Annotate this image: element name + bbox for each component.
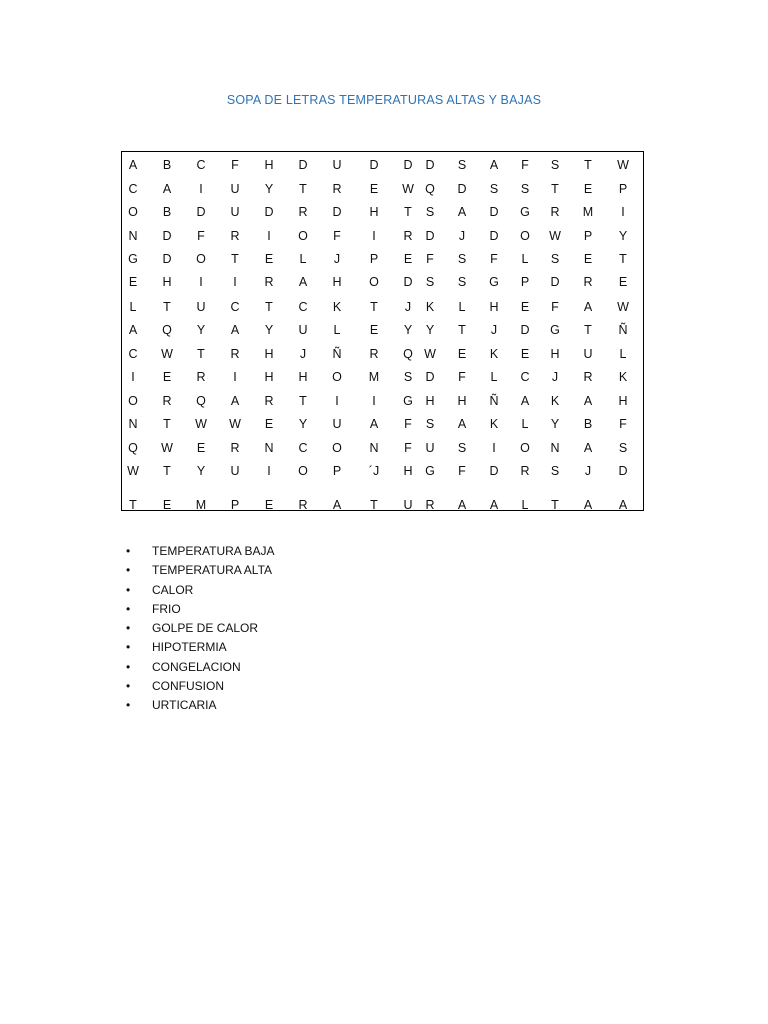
word-text: CONFUSION — [152, 678, 224, 693]
grid-letter: H — [403, 464, 413, 478]
grid-letter: E — [520, 300, 530, 314]
word-search-grid — [121, 151, 644, 511]
grid-letter: Y — [264, 182, 274, 196]
grid-letter: I — [199, 275, 203, 289]
grid-letter: H — [298, 370, 308, 384]
grid-letter: I — [267, 229, 271, 243]
grid-letter: A — [162, 182, 172, 196]
grid-letter: C — [298, 300, 308, 314]
grid-letter: S — [457, 275, 467, 289]
grid-letter: J — [299, 347, 307, 361]
grid-letter: T — [370, 300, 378, 314]
grid-letter: I — [372, 229, 376, 243]
grid-letter: W — [229, 417, 241, 431]
grid-letter: S — [457, 158, 467, 172]
grid-letter: O — [298, 229, 308, 243]
grid-letter: A — [457, 205, 467, 219]
grid-letter: H — [489, 300, 499, 314]
grid-letter: I — [233, 275, 237, 289]
grid-letter: O — [298, 464, 308, 478]
grid-letter: R — [264, 394, 274, 408]
grid-letter: R — [550, 205, 560, 219]
grid-letter: H — [264, 347, 274, 361]
grid-letter: H — [618, 394, 628, 408]
word-list-item — [126, 638, 274, 657]
grid-letter: T — [551, 498, 559, 512]
grid-letter: A — [128, 323, 138, 337]
grid-letter: W — [549, 229, 561, 243]
grid-letter: K — [425, 300, 435, 314]
grid-letter: W — [617, 158, 629, 172]
grid-letter: Y — [264, 323, 274, 337]
word-text: FRIO — [152, 601, 181, 616]
word-text: URTICARIA — [152, 698, 217, 712]
grid-letter: Q — [162, 323, 172, 337]
grid-letter: Ñ — [618, 323, 628, 337]
grid-letter: L — [521, 252, 529, 266]
grid-letter: L — [129, 300, 137, 314]
grid-letter: A — [332, 498, 342, 512]
grid-letter: E — [520, 347, 530, 361]
grid-letter: R — [264, 275, 274, 289]
word-list-item — [126, 581, 274, 600]
grid-letter: K — [489, 417, 499, 431]
grid-letter: L — [299, 252, 307, 266]
grid-letter: J — [404, 300, 412, 314]
grid-letter: P — [369, 252, 379, 266]
grid-letter: F — [551, 300, 559, 314]
grid-letter: R — [520, 464, 530, 478]
grid-letter: U — [332, 417, 342, 431]
grid-letter: F — [490, 252, 498, 266]
grid-letter: H — [457, 394, 467, 408]
grid-letter: ´J — [368, 464, 380, 478]
grid-letter: U — [230, 205, 240, 219]
word-list-item — [126, 677, 274, 696]
word-list-item — [126, 696, 274, 715]
grid-letter: B — [162, 158, 172, 172]
grid-letter: W — [424, 347, 436, 361]
grid-letter: I — [621, 205, 625, 219]
grid-letter: J — [490, 323, 498, 337]
grid-letter: T — [299, 182, 307, 196]
word-text: TEMPERATURA BAJA — [152, 544, 275, 558]
grid-letter: S — [550, 158, 560, 172]
word-text: TEMPERATURA ALTA — [152, 563, 273, 578]
grid-letter: U — [332, 158, 342, 172]
grid-letter: F — [197, 229, 205, 243]
grid-letter: S — [457, 441, 467, 455]
grid-letter: A — [520, 394, 530, 408]
grid-letter: D — [196, 205, 206, 219]
grid-letter: N — [550, 441, 560, 455]
grid-letter: P — [618, 182, 628, 196]
grid-letter: O — [369, 275, 379, 289]
grid-letter: H — [264, 158, 274, 172]
grid-letter: J — [584, 464, 592, 478]
grid-letter: D — [332, 205, 342, 219]
grid-letter: R — [583, 275, 593, 289]
grid-letter: O — [332, 370, 342, 384]
grid-letter: A — [583, 300, 593, 314]
grid-letter: Ñ — [489, 394, 499, 408]
grid-letter: P — [520, 275, 530, 289]
grid-letter: H — [369, 205, 379, 219]
grid-letter: A — [583, 394, 593, 408]
grid-letter: T — [163, 300, 171, 314]
grid-letter: M — [195, 498, 207, 512]
grid-letter: J — [333, 252, 341, 266]
grid-letter: D — [489, 229, 499, 243]
grid-letter: T — [370, 498, 378, 512]
grid-letter: T — [129, 498, 137, 512]
grid-letter: O — [332, 441, 342, 455]
grid-letter: U — [298, 323, 308, 337]
grid-letter: P — [230, 498, 240, 512]
bullet-icon: • — [126, 640, 131, 655]
grid-letter: E — [457, 347, 467, 361]
grid-letter: S — [425, 275, 435, 289]
grid-letter: D — [489, 464, 499, 478]
grid-letter: O — [128, 394, 138, 408]
grid-letter: T — [299, 394, 307, 408]
word-text: HIPOTERMIA — [152, 640, 227, 655]
grid-letter: C — [298, 441, 308, 455]
grid-letter: L — [458, 300, 466, 314]
grid-letter: E — [583, 252, 593, 266]
grid-letter: D — [264, 205, 274, 219]
grid-letter: M — [582, 205, 594, 219]
grid-letter: F — [404, 417, 412, 431]
word-list-item — [126, 619, 274, 638]
grid-letter: T — [458, 323, 466, 337]
grid-letter: Y — [196, 464, 206, 478]
grid-letter: N — [128, 417, 138, 431]
grid-letter: R — [162, 394, 172, 408]
grid-letter: A — [298, 275, 308, 289]
grid-letter: I — [372, 394, 376, 408]
grid-letter: S — [403, 370, 413, 384]
bullet-icon: • — [126, 678, 131, 693]
grid-letter: A — [128, 158, 138, 172]
bullet-icon: • — [126, 621, 131, 635]
grid-letter: D — [550, 275, 560, 289]
grid-letter: U — [196, 300, 206, 314]
grid-letter: E — [618, 275, 628, 289]
grid-letter: U — [230, 182, 240, 196]
grid-letter: T — [619, 252, 627, 266]
grid-letter: K — [550, 394, 560, 408]
word-list-item — [126, 561, 274, 580]
grid-letter: Y — [403, 323, 413, 337]
grid-letter: A — [230, 394, 240, 408]
grid-letter: O — [520, 229, 530, 243]
grid-letter: Y — [618, 229, 628, 243]
grid-letter: E — [403, 252, 413, 266]
grid-letter: E — [162, 498, 172, 512]
grid-letter: I — [199, 182, 203, 196]
grid-letter: N — [264, 441, 274, 455]
grid-letter: F — [619, 417, 627, 431]
word-list-item — [126, 658, 274, 677]
grid-letter: F — [231, 158, 239, 172]
grid-letter: I — [131, 370, 135, 384]
grid-letter: H — [332, 275, 342, 289]
grid-letter: W — [402, 182, 414, 196]
grid-letter: R — [298, 498, 308, 512]
grid-letter: H — [425, 394, 435, 408]
grid-letter: S — [457, 252, 467, 266]
grid-letter: K — [618, 370, 628, 384]
grid-letter: G — [489, 275, 499, 289]
grid-letter: C — [230, 300, 240, 314]
grid-letter: R — [298, 205, 308, 219]
grid-letter: W — [195, 417, 207, 431]
grid-letter: U — [230, 464, 240, 478]
grid-letter: Y — [425, 323, 435, 337]
grid-letter: I — [335, 394, 339, 408]
grid-letter: F — [404, 441, 412, 455]
grid-letter: W — [161, 347, 173, 361]
grid-letter: Q — [196, 394, 206, 408]
grid-letter: D — [520, 323, 530, 337]
grid-letter: P — [583, 229, 593, 243]
grid-letter: H — [264, 370, 274, 384]
grid-letter: S — [489, 182, 499, 196]
grid-letter: R — [332, 182, 342, 196]
grid-letter: L — [521, 417, 529, 431]
grid-letter: W — [617, 300, 629, 314]
grid-letter: C — [196, 158, 206, 172]
grid-letter: P — [332, 464, 342, 478]
grid-letter: Y — [196, 323, 206, 337]
grid-letter: F — [458, 370, 466, 384]
grid-letter: L — [333, 323, 341, 337]
grid-letter: A — [618, 498, 628, 512]
bullet-icon: • — [126, 544, 131, 558]
grid-letter: Q — [128, 441, 138, 455]
grid-letter: I — [492, 441, 496, 455]
grid-letter: T — [265, 300, 273, 314]
grid-letter: H — [550, 347, 560, 361]
bullet-icon: • — [126, 563, 131, 578]
grid-letter: G — [403, 394, 413, 408]
grid-letter: D — [618, 464, 628, 478]
grid-letter: D — [403, 275, 413, 289]
grid-letter: A — [457, 498, 467, 512]
grid-letter: R — [403, 229, 413, 243]
grid-letter: Y — [550, 417, 560, 431]
grid-letter: E — [583, 182, 593, 196]
grid-letter: U — [583, 347, 593, 361]
bullet-icon: • — [126, 601, 131, 616]
puzzle-title: SOPA DE LETRAS TEMPERATURAS ALTAS Y BAJAS — [226, 93, 542, 107]
grid-letter: C — [128, 182, 138, 196]
grid-letter: D — [457, 182, 467, 196]
grid-letter: T — [231, 252, 239, 266]
grid-letter: D — [425, 158, 435, 172]
grid-letter: R — [196, 370, 206, 384]
grid-letter: M — [368, 370, 380, 384]
grid-letter: C — [520, 370, 530, 384]
grid-letter: A — [369, 417, 379, 431]
grid-letter: D — [425, 370, 435, 384]
grid-letter: T — [551, 182, 559, 196]
grid-letter: U — [425, 441, 435, 455]
word-list — [126, 542, 274, 715]
grid-letter: C — [128, 347, 138, 361]
grid-letter: O — [128, 205, 138, 219]
grid-letter: K — [332, 300, 342, 314]
grid-letter: R — [230, 441, 240, 455]
grid-letter: H — [162, 275, 172, 289]
grid-letter: D — [403, 158, 413, 172]
grid-letter: A — [489, 498, 499, 512]
grid-letter: E — [264, 498, 274, 512]
grid-letter: D — [162, 252, 172, 266]
grid-letter: N — [369, 441, 379, 455]
grid-letter: E — [128, 275, 138, 289]
grid-letter: T — [197, 347, 205, 361]
grid-letter: G — [128, 252, 138, 266]
grid-letter: S — [550, 252, 560, 266]
grid-letter: B — [162, 205, 172, 219]
grid-letter: Ñ — [332, 347, 342, 361]
grid-letter: A — [230, 323, 240, 337]
grid-letter: T — [584, 158, 592, 172]
grid-letter: T — [584, 323, 592, 337]
grid-letter: T — [404, 205, 412, 219]
grid-letter: B — [583, 417, 593, 431]
grid-letter: R — [369, 347, 379, 361]
word-text: CALOR — [152, 582, 194, 597]
grid-letter: E — [162, 370, 172, 384]
word-list-item — [126, 600, 274, 619]
grid-letter: E — [264, 417, 274, 431]
grid-letter: U — [403, 498, 413, 512]
grid-letter: G — [550, 323, 560, 337]
bullet-icon: • — [126, 659, 131, 674]
grid-letter: K — [489, 347, 499, 361]
grid-letter: L — [490, 370, 498, 384]
grid-letter: J — [551, 370, 559, 384]
word-text: GOLPE DE CALOR — [152, 621, 259, 635]
grid-letter: Q — [403, 347, 413, 361]
grid-letter: E — [264, 252, 274, 266]
word-text: CONGELACION — [152, 659, 241, 674]
word-list-item — [126, 542, 274, 561]
grid-letter: S — [520, 182, 530, 196]
grid-letter: R — [230, 347, 240, 361]
grid-letter: S — [425, 417, 435, 431]
grid-letter: D — [162, 229, 172, 243]
grid-letter: D — [298, 158, 308, 172]
grid-letter: E — [369, 323, 379, 337]
grid-letter: D — [369, 158, 379, 172]
grid-letter: R — [230, 229, 240, 243]
grid-letter: Y — [298, 417, 308, 431]
grid-letter: D — [489, 205, 499, 219]
grid-letter: L — [619, 347, 627, 361]
grid-letter: W — [161, 441, 173, 455]
grid-letter: L — [521, 498, 529, 512]
grid-letter: O — [196, 252, 206, 266]
grid-letter: F — [521, 158, 529, 172]
grid-letter: A — [489, 158, 499, 172]
bullet-icon: • — [126, 698, 131, 712]
grid-letter: E — [369, 182, 379, 196]
grid-letter: G — [425, 464, 435, 478]
grid-letter: A — [457, 417, 467, 431]
grid-letter: I — [233, 370, 237, 384]
grid-letter: D — [425, 229, 435, 243]
grid-letter: O — [520, 441, 530, 455]
grid-letter: F — [458, 464, 466, 478]
grid-letter: S — [550, 464, 560, 478]
grid-letter: A — [583, 441, 593, 455]
grid-letter: N — [128, 229, 138, 243]
grid-letter: E — [196, 441, 206, 455]
grid-letter: T — [163, 464, 171, 478]
grid-letter: F — [333, 229, 341, 243]
bullet-icon: • — [126, 582, 131, 597]
grid-letter: S — [618, 441, 628, 455]
grid-letter: F — [426, 252, 434, 266]
grid-letter: S — [425, 205, 435, 219]
grid-letter: W — [127, 464, 139, 478]
grid-letter: I — [267, 464, 271, 478]
grid-letter: G — [520, 205, 530, 219]
grid-letter: J — [458, 229, 466, 243]
grid-letter: Q — [425, 182, 435, 196]
grid-letter: R — [425, 498, 435, 512]
grid-letter: R — [583, 370, 593, 384]
grid-letter: A — [583, 498, 593, 512]
grid-letter: T — [163, 417, 171, 431]
